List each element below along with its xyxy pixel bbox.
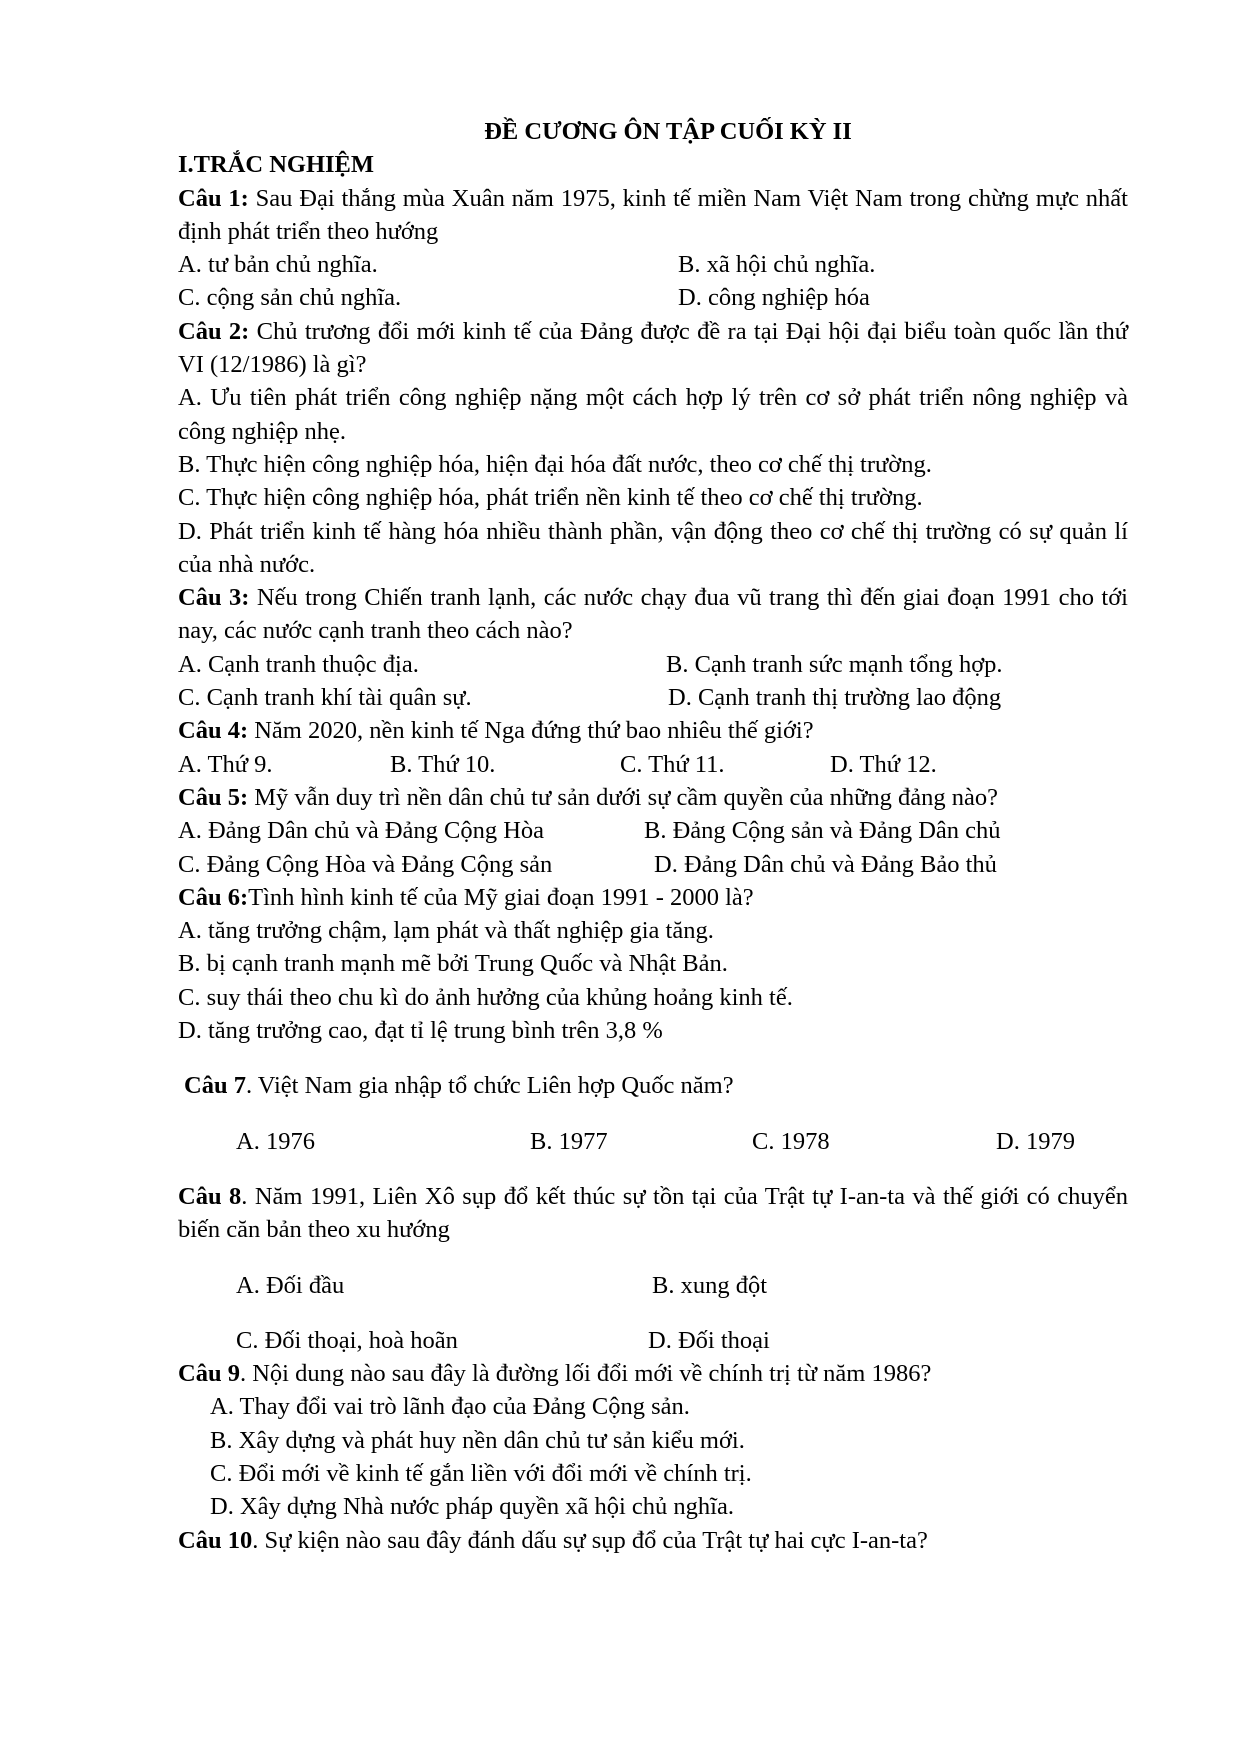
question-5-number: Câu 5: — [178, 783, 249, 811]
spacer — [178, 1103, 1128, 1125]
question-5 — [178, 781, 1128, 814]
spacer — [178, 1158, 1128, 1180]
question-3-options-row-2 — [178, 681, 1128, 714]
question-9-option-d: D. Xây dựng Nhà nước pháp quyền xã hội chủ nghĩa. — [210, 1493, 734, 1521]
question-5-option-a: A. Đảng Dân chủ và Đảng Cộng Hòa — [178, 817, 545, 845]
question-2-option-b: B. Thực hiện công nghiệp hóa, hiện đại hóa đất nước, theo cơ chế thị trường. — [178, 450, 932, 478]
question-4-option-b: B. Thứ 10. — [390, 750, 496, 778]
question-1-option-b: B. xã hội chủ nghĩa. — [678, 251, 876, 279]
question-9-option-c: C. Đổi mới về kinh tế gắn liền với đổi mới về chính trị. — [210, 1459, 752, 1487]
question-1-text: Sau Đại thắng mùa Xuân năm 1975, kinh tế miền Nam Việt Nam trong chừng mực nhất định phát triển theo hướng — [178, 184, 1128, 245]
question-8-option-c: C. Đối thoại, hoà hoãn — [236, 1326, 458, 1354]
question-9-option-a: A. Thay đổi vai trò lãnh đạo của Đảng Cộng sản. — [210, 1393, 690, 1421]
question-1-option-d: D. công nghiệp hóa — [678, 284, 870, 312]
spacer — [178, 1047, 1128, 1069]
question-3-text: Nếu trong Chiến tranh lạnh, các nước chạy đua vũ trang thì đến giai đoạn 1991 cho tới nay, các nước cạnh tranh theo cách nào? — [178, 584, 1128, 645]
question-7-options-row — [178, 1125, 1128, 1158]
question-5-option-d: D. Đảng Dân chủ và Đảng Bảo thủ — [654, 850, 997, 878]
question-8-options-row-1 — [178, 1269, 1128, 1302]
question-10-text: . Sự kiện nào sau đây đánh dấu sự sụp đổ của Trật tự hai cực I-an-ta? — [252, 1526, 928, 1554]
question-8-option-d: D. Đối thoại — [648, 1326, 770, 1354]
section-heading: I.TRẮC NGHIỆM — [178, 151, 375, 179]
question-6-option-b: B. bị cạnh tranh mạnh mẽ bởi Trung Quốc và Nhật Bản. — [178, 950, 728, 978]
question-9-text: . Nội dung nào sau đây là đường lối đổi mới về chính trị từ năm 1986? — [239, 1360, 932, 1388]
question-3-number: Câu 3: — [178, 584, 250, 612]
question-1 — [178, 182, 1128, 249]
question-1-option-c: C. cộng sản chủ nghĩa. — [178, 284, 402, 312]
question-3-option-d: D. Cạnh tranh thị trường lao động — [668, 684, 1002, 712]
question-8 — [178, 1180, 1128, 1247]
question-3-option-c: C. Cạnh tranh khí tài quân sự. — [178, 684, 472, 712]
question-5-option-b: B. Đảng Cộng sản và Đảng Dân chủ — [644, 817, 1001, 845]
question-1-options-row-2 — [178, 281, 1128, 314]
question-6-option-c: C. suy thái theo chu kì do ảnh hưởng của khủng hoảng kinh tế. — [178, 983, 793, 1011]
question-7-option-c: C. 1978 — [752, 1127, 830, 1155]
question-6-number: Câu 6: — [178, 883, 249, 911]
question-3 — [178, 581, 1128, 648]
question-10 — [178, 1524, 1128, 1557]
question-8-text: . Năm 1991, Liên Xô sụp đổ kết thúc sự tồn tại của Trật tự I-an-ta và thế giới có chuyển biến căn bản theo xu hướng — [178, 1182, 1128, 1244]
question-8-number: Câu 8 — [178, 1182, 242, 1210]
question-8-option-b: B. xung đột — [652, 1271, 768, 1299]
question-7-option-b: B. 1977 — [530, 1127, 608, 1155]
spacer — [178, 1302, 1128, 1324]
question-5-options-row-2 — [178, 848, 1128, 881]
question-2-text: Chủ trương đổi mới kinh tế của Đảng được đề ra tại Đại hội đại biểu toàn quốc lần thứ VI (12/1986) là gì? — [178, 317, 1129, 379]
question-5-options-row-1 — [178, 814, 1128, 847]
document-title: ĐỀ CƯƠNG ÔN TẬP CUỐI KỲ II — [484, 118, 852, 145]
question-8-options-row-2 — [178, 1324, 1128, 1357]
question-6-text: Tình hình kinh tế của Mỹ giai đoạn 1991 - 2000 là? — [248, 883, 754, 911]
question-7 — [178, 1069, 1128, 1102]
question-6-option-a: A. tăng trưởng chậm, lạm phát và thất nghiệp gia tăng. — [178, 917, 714, 945]
question-7-text: . Việt Nam gia nhập tổ chức Liên hợp Quốc năm? — [245, 1072, 734, 1100]
question-4-option-a: A. Thứ 9. — [178, 750, 273, 778]
question-8-option-a: A. Đối đầu — [236, 1271, 345, 1299]
question-2-option-c: C. Thực hiện công nghiệp hóa, phát triển nền kinh tế theo cơ chế thị trường. — [178, 484, 923, 512]
question-4-options-row — [178, 748, 1128, 781]
question-4 — [178, 714, 1128, 747]
question-7-option-a: A. 1976 — [236, 1127, 315, 1155]
question-3-option-b: B. Cạnh tranh sức mạnh tổng hợp. — [666, 650, 1003, 678]
question-6 — [178, 881, 1128, 914]
question-7-option-d: D. 1979 — [996, 1127, 1075, 1155]
question-4-text: Năm 2020, nền kinh tế Nga đứng thứ bao nhiêu thế giới? — [248, 717, 814, 745]
question-4-option-d: D. Thứ 12. — [830, 750, 937, 778]
question-7-number: Câu 7 — [184, 1072, 246, 1100]
question-5-text: Mỹ vẫn duy trì nền dân chủ tư sản dưới sự cầm quyền của những đảng nào? — [248, 783, 998, 811]
question-9-number: Câu 9 — [178, 1360, 240, 1388]
question-1-number: Câu 1: — [178, 184, 249, 212]
question-6-option-d: D. tăng trưởng cao, đạt tỉ lệ trung bình trên 3,8 % — [178, 1017, 663, 1045]
question-3-options-row-1 — [178, 648, 1128, 681]
question-5-option-c: C. Đảng Cộng Hòa và Đảng Cộng sản — [178, 850, 553, 878]
question-10-number: Câu 10 — [178, 1526, 253, 1554]
question-9-option-b: B. Xây dựng và phát huy nền dân chủ tư sản kiểu mới. — [210, 1426, 745, 1454]
question-1-option-a: A. tư bản chủ nghĩa. — [178, 251, 378, 279]
question-2-number: Câu 2: — [178, 317, 250, 345]
document-content — [178, 115, 1128, 1557]
question-4-number: Câu 4: — [178, 717, 249, 745]
question-2 — [178, 315, 1128, 382]
question-3-option-a: A. Cạnh tranh thuộc địa. — [178, 650, 419, 678]
question-4-option-c: C. Thứ 11. — [620, 750, 725, 778]
spacer — [178, 1247, 1128, 1269]
question-2-option-a: A. Ưu tiên phát triển công nghiệp nặng một cách hợp lý trên cơ sở phát triển nông nghiệp và công nghiệp nhẹ. — [178, 384, 1128, 445]
question-1-options-row-1 — [178, 248, 1128, 281]
question-9 — [178, 1357, 1128, 1390]
question-2-option-d: D. Phát triển kinh tế hàng hóa nhiều thành phần, vận động theo cơ chế thị trường có sự quản lí của nhà nước. — [178, 517, 1128, 578]
